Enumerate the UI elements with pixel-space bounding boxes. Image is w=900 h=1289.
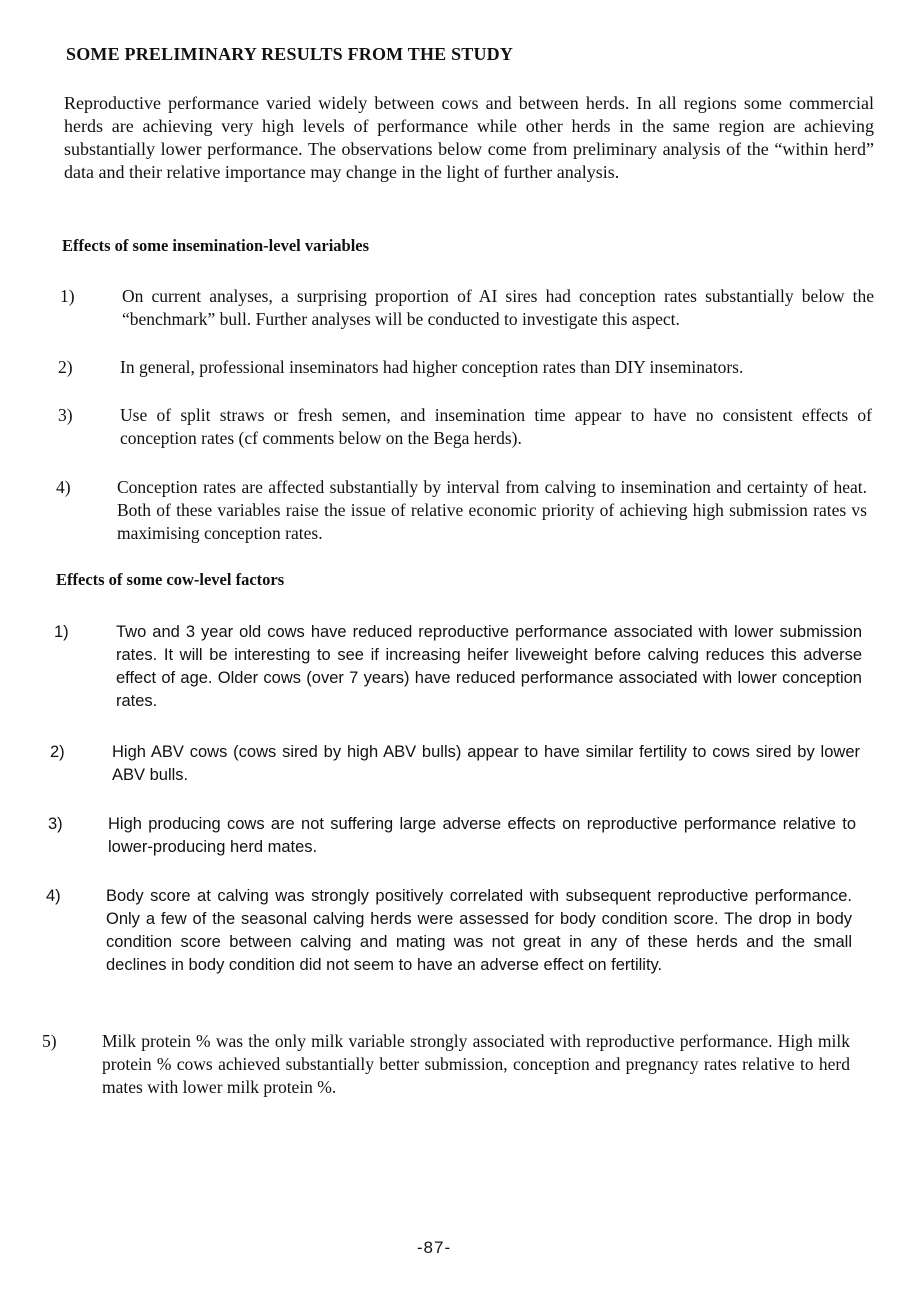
list-item <box>46 885 866 1005</box>
list-item <box>54 621 874 717</box>
section-heading-cow-level: Effects of some cow-level factors <box>56 570 285 589</box>
item-number: 2) <box>50 743 65 761</box>
section-heading-insemination: Effects of some insemination-level variables <box>62 236 370 255</box>
item-text: Milk protein % was the only milk variable strongly associated with reproductive performance. High milk protein % cows achieved substantially better submission, conception and pregnancy rates relative to herd mates with lower milk protein %. <box>102 1031 850 1097</box>
item-text: Two and 3 year old cows have reduced reproductive performance associated with lower submission rates. It will be interesting to see if increasing heifer liveweight before calving reduces this adverse effect of age. Older cows (over 7 years) have reduced performance associated with lower conception rates. <box>116 623 862 710</box>
item-text: On current analyses, a surprising proportion of AI sires had conception rates substantially below the “benchmark” bull. Further analyses will be conducted to investigate this aspect. <box>122 286 874 329</box>
intro-paragraph: Reproductive performance varied widely between cows and between herds. In all regions some commercial herds are achieving very high levels of performance while other herds in the same region are achieving substantially lower performance. The observations below come from preliminary analysis of the “within herd” data and their relative importance may change in the light of further analysis. <box>64 93 874 182</box>
list-item <box>60 285 880 333</box>
item-number: 2) <box>58 357 73 377</box>
item-number: 3) <box>58 405 73 425</box>
item-number: 1) <box>60 286 75 306</box>
list-item <box>56 476 876 548</box>
item-text: Conception rates are affected substantially by interval from calving to insemination and certainty of heat. Both of these variables raise the issue of relative economic priority of achieving high submission rates vs maximising conception rates. <box>117 477 867 543</box>
list-item <box>58 404 878 452</box>
list-item <box>58 356 878 380</box>
item-text: Body score at calving was strongly positively correlated with subsequent reproductive performance. Only a few of the seasonal calving herds were assessed for body condition score. The drop in body condition score between calving and mating was not great in any of these herds and the small declines in body condition did not seem to have an adverse effect on fertility. <box>106 887 852 974</box>
item-number: 4) <box>56 477 71 497</box>
list-item <box>50 741 870 789</box>
page-number: -87- <box>416 1238 452 1257</box>
item-number: 5) <box>42 1031 57 1051</box>
item-text: High producing cows are not suffering large adverse effects on reproductive performance relative to lower-producing herd mates. <box>108 815 856 856</box>
page-title: SOME PRELIMINARY RESULTS FROM THE STUDY <box>66 44 514 64</box>
item-number: 4) <box>46 887 61 905</box>
list-item <box>48 813 868 861</box>
list-item <box>42 1030 862 1102</box>
item-text: High ABV cows (cows sired by high ABV bulls) appear to have similar fertility to cows sired by lower ABV bulls. <box>112 743 860 784</box>
item-number: 1) <box>54 623 69 641</box>
item-text: Use of split straws or fresh semen, and insemination time appear to have no consistent effects of conception rates (cf comments below on the Bega herds). <box>120 405 872 448</box>
item-number: 3) <box>48 815 63 833</box>
item-text: In general, professional inseminators had higher conception rates than DIY inseminators. <box>120 357 744 377</box>
